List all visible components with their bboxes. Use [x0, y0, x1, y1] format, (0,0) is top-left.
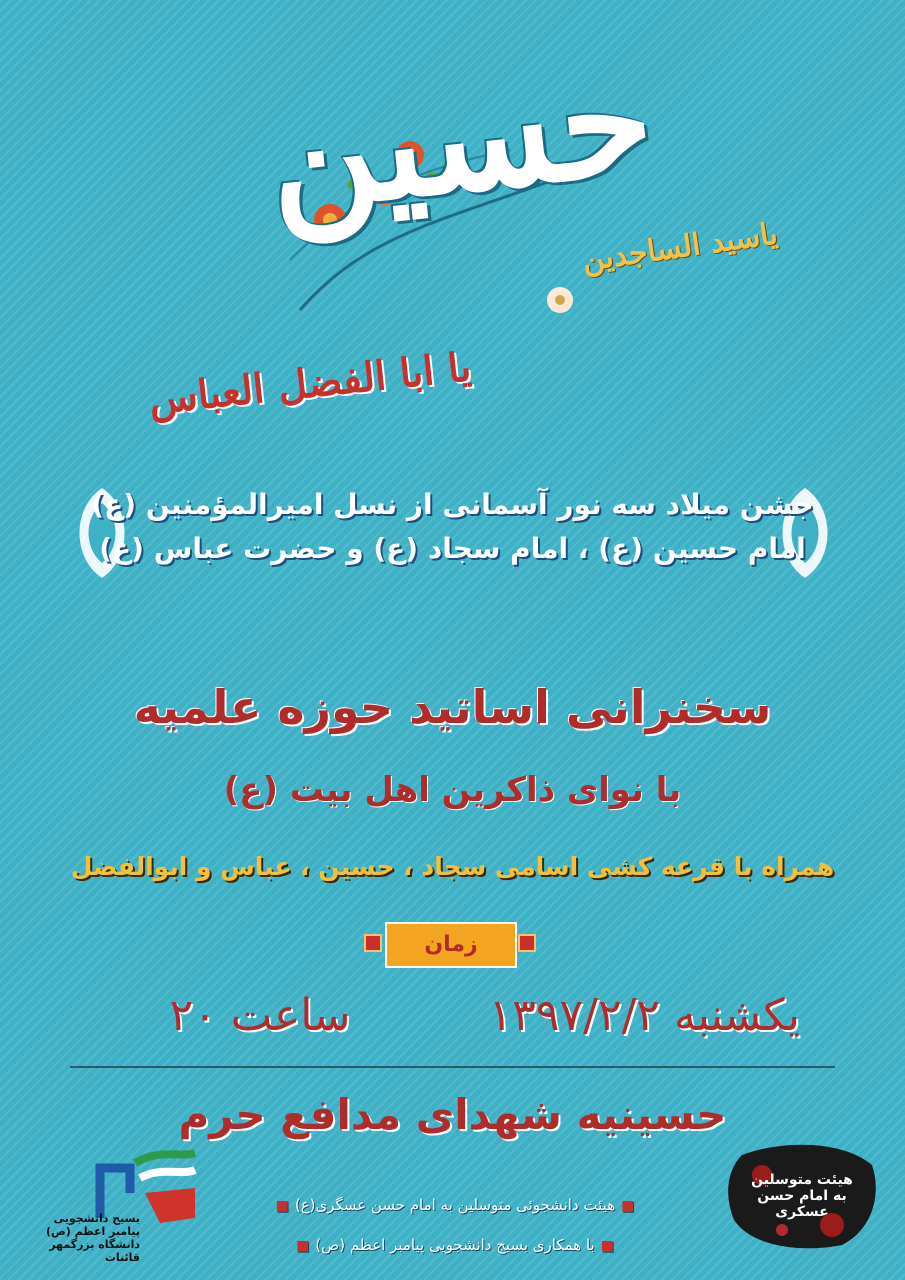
logo-line-2: پیامبر اعظم (ص)	[45, 1225, 140, 1238]
intro-line-1: جشن میلاد سه نور آسمانی از نسل امیرالمؤمنین (ع)	[91, 488, 814, 521]
calligraphy-abbas: یا ابا الفضل العباس	[146, 343, 474, 424]
bullet-icon: ■	[275, 1198, 289, 1214]
bullet-icon: ■	[296, 1238, 310, 1254]
event-hour: ساعت ۲۰	[169, 990, 351, 1041]
hayat-logo-text: هیئت متوسلین به امام حسن عسکری	[751, 1172, 853, 1220]
divider	[70, 1066, 835, 1068]
header-calligraphy	[60, 30, 860, 450]
bullet-icon: ■	[600, 1238, 614, 1254]
subtitle: با نوای ذاکرین اهل بیت (ع)	[223, 770, 682, 810]
logo-line-3: دانشگاه بزرگمهر قائنات	[49, 1238, 140, 1264]
event-date: یکشنبه ۱۳۹۷/۲/۲	[488, 990, 800, 1041]
badge-dot-right	[518, 934, 536, 952]
credit-1-text: هیئت دانشجوئی متوسلین به امام حسن عسگری(ع)	[294, 1196, 616, 1214]
credit-line-1	[215, 1196, 695, 1214]
intro-line-2: امام حسین (ع) ، امام سجاد (ع) و حضرت عباس (ع)	[99, 532, 806, 565]
calligraphy-sajjad: یاسید الساجدین	[580, 216, 780, 279]
main-title: سخنرانی اساتید حوزه علمیه	[133, 680, 772, 734]
logo-line-1: بسیج دانشجویی	[53, 1212, 140, 1225]
badge-dot-left	[364, 934, 382, 952]
bullet-icon: ■	[621, 1198, 635, 1214]
lottery-line: همراه با قرعه کشی اسامی سجاد ، حسین ، عباس و ابوالفضل	[70, 852, 835, 881]
venue: حسینیه شهدای مدافع حرم	[178, 1090, 727, 1139]
credit-line-2	[215, 1236, 695, 1254]
basij-logo-text	[20, 1212, 140, 1264]
time-badge: زمان	[385, 922, 517, 968]
credit-2-text: با همکاری بسیج دانشجویی پیامبر اعظم (ص)	[315, 1236, 595, 1254]
calligraphy-hussain: حسین	[258, 30, 662, 246]
